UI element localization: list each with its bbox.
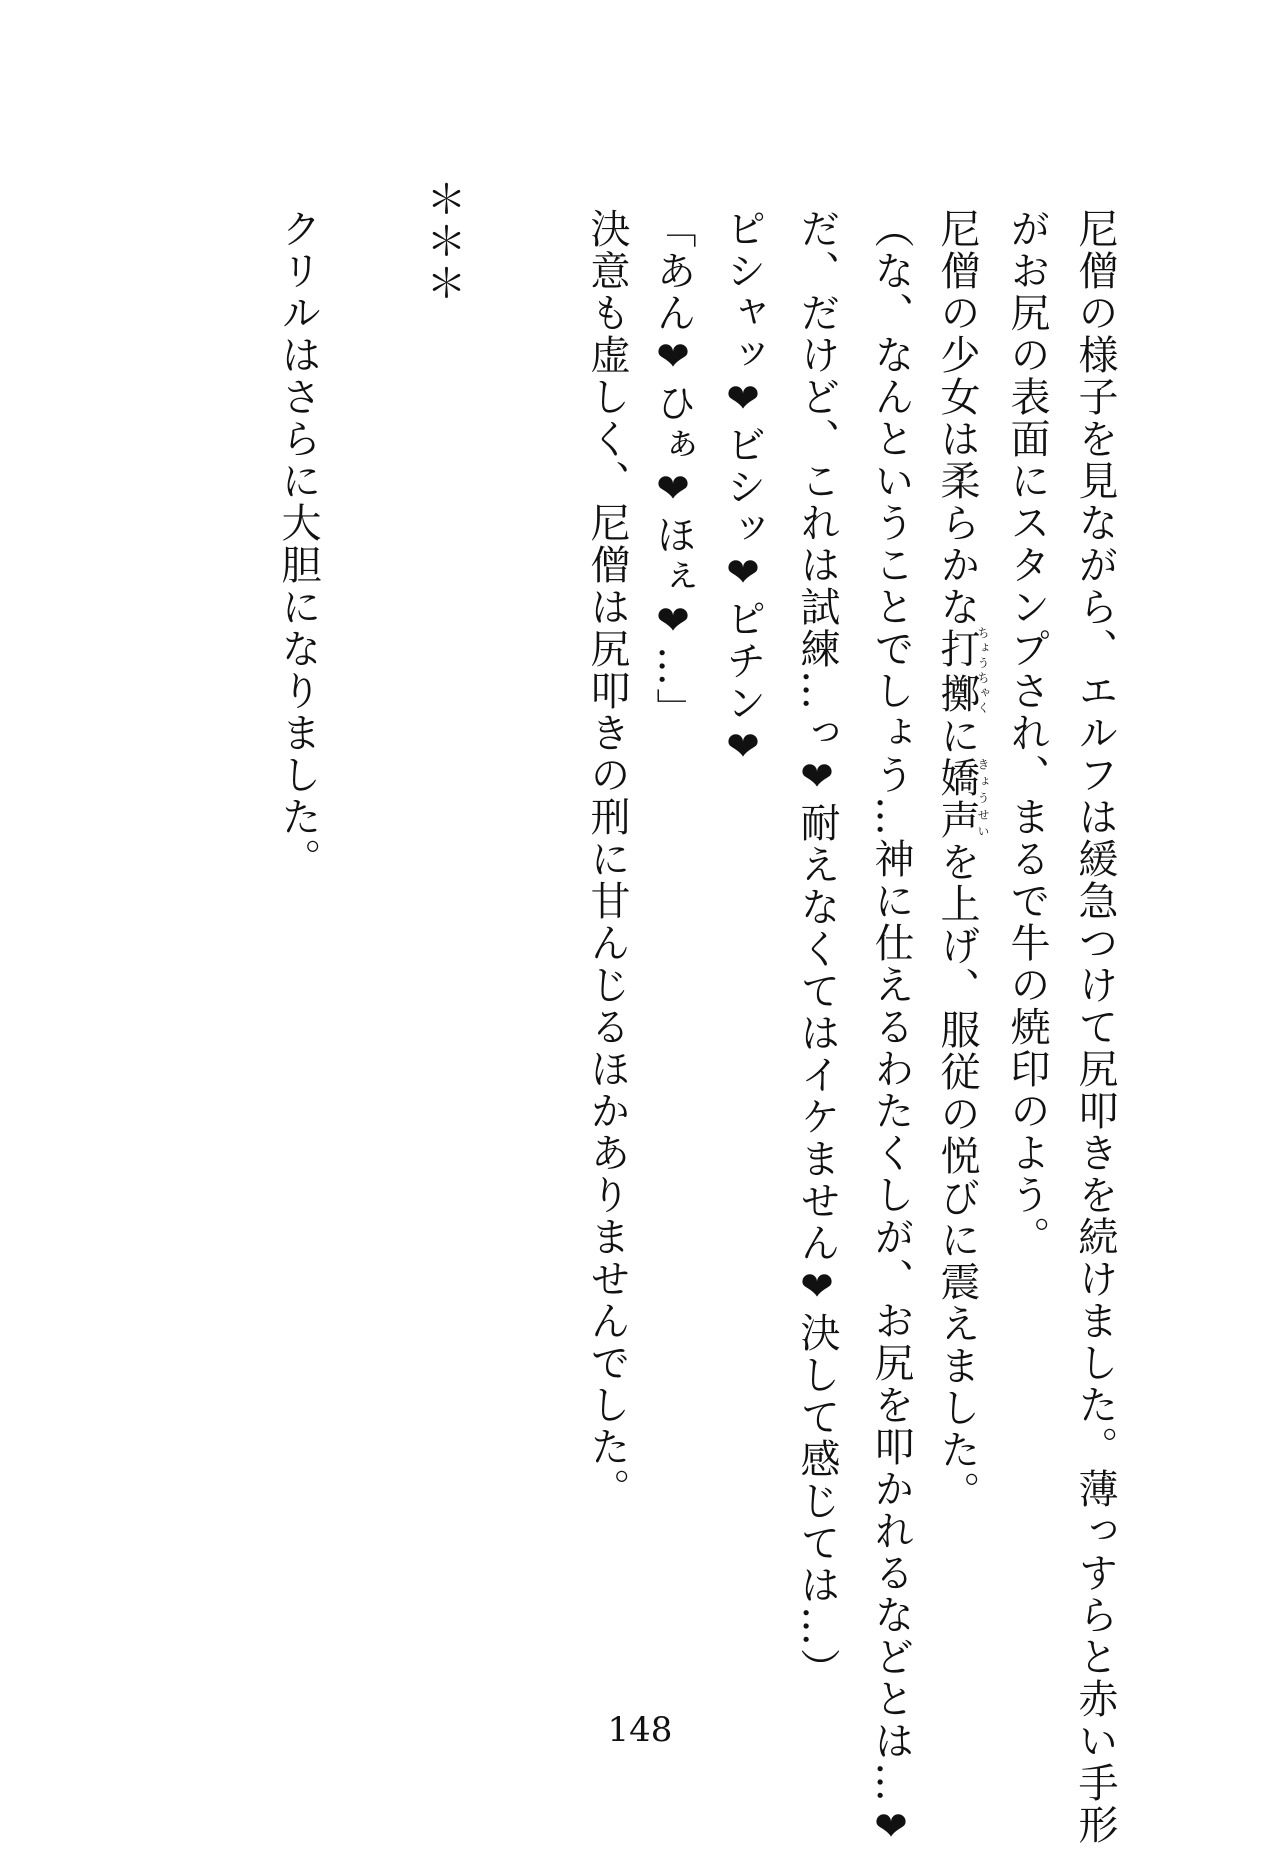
ruby-word-dachaku <box>934 626 990 717</box>
text-line-2 <box>997 208 1057 1768</box>
section-break <box>413 178 473 1738</box>
line-text: がお尻の表面にスタンプされ、まるで牛の焼印のよう。 <box>1004 208 1050 1258</box>
line-text: 尼僧の少女は柔らかな <box>934 208 980 628</box>
text-line-1 <box>1065 208 1125 1846</box>
ruby-reading: きょうせい <box>976 757 990 841</box>
asterisks: ＊＊＊ <box>420 178 466 304</box>
text-line-9 <box>268 208 328 1768</box>
line-text: だ、だけど、これは試練…っ❤耐えなくてはイケません❤決して感じては…） <box>794 208 840 1690</box>
ruby-base: 打擲 <box>934 626 980 717</box>
text-line-5 <box>787 208 847 1768</box>
line-text: に <box>934 715 980 757</box>
line-text: （な、なんということでしょう…神に仕えるわたくしが、お尻を叩かれるなどとは…❤ <box>868 208 914 1852</box>
text-line-3 <box>929 208 989 1768</box>
ruby-reading: ちょうちゃく <box>976 626 990 717</box>
text-line-7 <box>643 208 703 1768</box>
line-text: 尼僧の様子を見ながら、エルフは緩急つけて尻叩きを続けました。薄っすらと赤い手形 <box>1072 208 1118 1846</box>
line-text: 決意も虚しく、尼僧は尻叩きの刑に甘んじるほかありませんでした。 <box>584 208 630 1510</box>
ruby-word-kyousei <box>934 757 990 841</box>
line-text: ピシャッ❤ビシッ❤ピチン❤ <box>720 208 766 772</box>
text-line-8 <box>577 208 637 1768</box>
text-line-4 <box>861 208 921 1852</box>
line-text: を上げ、服従の悦びに震えました。 <box>934 841 980 1513</box>
text-line-6 <box>713 208 773 1768</box>
line-text: クリルはさらに大胆になりました。 <box>275 208 321 880</box>
ruby-base: 嬌声 <box>934 757 980 841</box>
page-number: 148 <box>607 1710 673 1750</box>
line-text: 「あん❤ひぁ❤ほぇ❤…」 <box>650 208 696 730</box>
